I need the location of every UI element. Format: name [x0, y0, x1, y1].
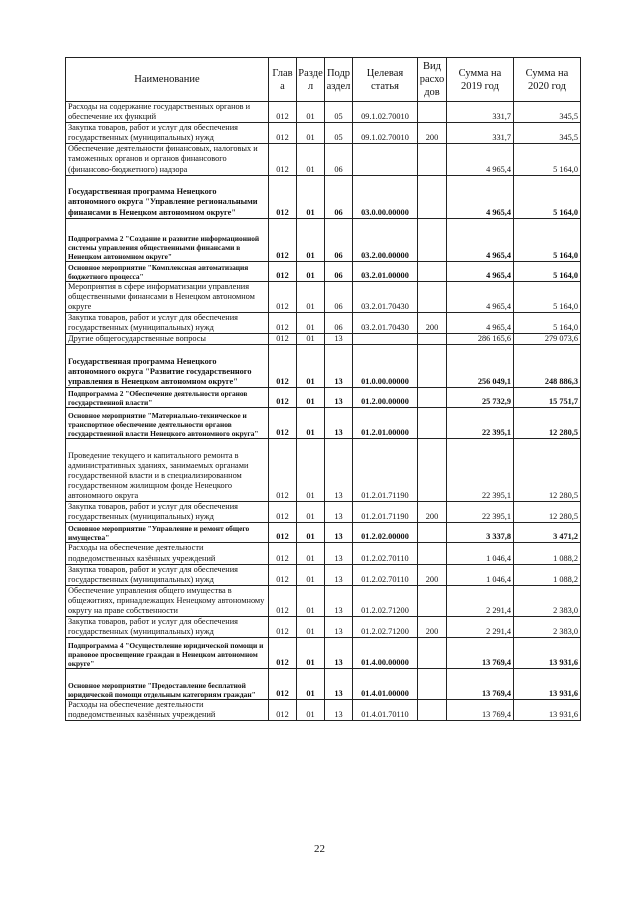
cell-name: Подпрограмма 2 "Создание и развитие информационной системы управления общественными финансами в Ненецком автономном округе": [66, 218, 269, 261]
cell-vr: [418, 281, 447, 312]
cell-pr: 06: [325, 218, 353, 261]
cell-name: Основное мероприятие "Материально-техническое и транспортное обеспечение деятельности органов государственной власти Ненецкого автономного округа": [66, 408, 269, 439]
page-number: 22: [314, 843, 325, 855]
cell-s2019: 13 769,4: [447, 700, 514, 721]
cell-name: Мероприятия в сфере информатизации управления общественными финансами в Ненецком автономном округе: [66, 281, 269, 312]
cell-gl: 012: [269, 669, 297, 700]
cell-s2019: 4 965,4: [447, 218, 514, 261]
cell-s2020: 5 164,0: [514, 144, 581, 175]
cell-cs: 01.2.02.70110: [353, 543, 418, 564]
cell-s2019: 13 769,4: [447, 638, 514, 669]
cell-rz: 01: [297, 564, 325, 585]
cell-s2020: 345,5: [514, 102, 581, 123]
cell-vr: [418, 388, 447, 408]
cell-gl: 012: [269, 408, 297, 439]
cell-name: Обеспечение деятельности финансовых, налоговых и таможенных органов и органов финансового (финансово-бюджетного) надзора: [66, 144, 269, 175]
cell-vr: [418, 669, 447, 700]
cell-rz: 01: [297, 543, 325, 564]
cell-name: Закупка товаров, работ и услуг для обеспечения государственных (муниципальных) нужд: [66, 502, 269, 523]
cell-pr: 06: [325, 312, 353, 333]
cell-gl: 012: [269, 123, 297, 144]
table-header-row: [66, 58, 581, 102]
budget-table: [65, 57, 581, 721]
cell-gl: 012: [269, 334, 297, 345]
cell-s2019: 25 732,9: [447, 388, 514, 408]
table-row: [66, 585, 581, 616]
cell-s2020: 12 280,5: [514, 502, 581, 523]
cell-pr: 13: [325, 564, 353, 585]
table-row: [66, 123, 581, 144]
cell-cs: 09.1.02.70010: [353, 102, 418, 123]
table-row: [66, 312, 581, 333]
cell-cs: 01.2.02.71200: [353, 617, 418, 638]
cell-vr: [418, 261, 447, 281]
table-row: [66, 700, 581, 721]
cell-name: Обеспечение управления общего имущества в общежитиях, принадлежащих Ненецкому автономному округу на праве собственности: [66, 585, 269, 616]
cell-name: Закупка товаров, работ и услуг для обеспечения государственных (муниципальных) нужд: [66, 312, 269, 333]
cell-cs: [353, 334, 418, 345]
cell-cs: 01.2.02.70110: [353, 564, 418, 585]
cell-cs: 09.1.02.70010: [353, 123, 418, 144]
cell-cs: 01.2.00.00000: [353, 388, 418, 408]
cell-vr: [418, 523, 447, 543]
table-row: [66, 502, 581, 523]
table-row: [66, 523, 581, 543]
cell-gl: 012: [269, 312, 297, 333]
table-row: [66, 218, 581, 261]
cell-cs: 01.2.01.71190: [353, 439, 418, 502]
cell-s2020: 15 751,7: [514, 388, 581, 408]
header-podrazdel: Подр аздел: [325, 58, 353, 102]
table-row: [66, 281, 581, 312]
cell-gl: 012: [269, 543, 297, 564]
table-row: [66, 638, 581, 669]
cell-s2019: 286 165,6: [447, 334, 514, 345]
table-row: [66, 617, 581, 638]
cell-rz: 01: [297, 700, 325, 721]
cell-s2019: 4 965,4: [447, 175, 514, 218]
cell-vr: 200: [418, 312, 447, 333]
cell-s2020: 248 886,3: [514, 345, 581, 388]
cell-s2020: 5 164,0: [514, 175, 581, 218]
cell-name: Подпрограмма 2 "Обеспечение деятельности органов государственной власти": [66, 388, 269, 408]
cell-rz: 01: [297, 345, 325, 388]
cell-pr: 06: [325, 261, 353, 281]
cell-cs: 01.2.01.71190: [353, 502, 418, 523]
cell-name: Закупка товаров, работ и услуг для обеспечения государственных (муниципальных) нужд: [66, 617, 269, 638]
cell-gl: 012: [269, 345, 297, 388]
cell-cs: 01.4.01.70110: [353, 700, 418, 721]
cell-pr: 13: [325, 700, 353, 721]
cell-vr: [418, 585, 447, 616]
table-row: [66, 669, 581, 700]
table-row: [66, 564, 581, 585]
cell-cs: 01.2.01.00000: [353, 408, 418, 439]
cell-pr: 13: [325, 617, 353, 638]
cell-gl: 012: [269, 388, 297, 408]
table-row: [66, 439, 581, 502]
cell-cs: 03.2.01.00000: [353, 261, 418, 281]
table-row: [66, 334, 581, 345]
cell-s2020: 12 280,5: [514, 439, 581, 502]
table-row: [66, 102, 581, 123]
table-row: [66, 261, 581, 281]
cell-vr: 200: [418, 123, 447, 144]
cell-pr: 13: [325, 388, 353, 408]
cell-rz: 01: [297, 281, 325, 312]
cell-s2019: 331,7: [447, 123, 514, 144]
cell-s2020: 5 164,0: [514, 312, 581, 333]
cell-s2019: 22 395,1: [447, 439, 514, 502]
cell-s2019: 256 049,1: [447, 345, 514, 388]
cell-gl: 012: [269, 175, 297, 218]
cell-s2019: 331,7: [447, 102, 514, 123]
cell-rz: 01: [297, 123, 325, 144]
cell-gl: 012: [269, 700, 297, 721]
cell-s2019: 4 965,4: [447, 261, 514, 281]
cell-name: Расходы на содержание государственных органов и обеспечение их функций: [66, 102, 269, 123]
cell-s2020: 345,5: [514, 123, 581, 144]
cell-rz: 01: [297, 102, 325, 123]
header-razdel: Разде л: [297, 58, 325, 102]
cell-cs: 03.2.01.70430: [353, 312, 418, 333]
cell-gl: 012: [269, 218, 297, 261]
cell-s2019: 1 046,4: [447, 543, 514, 564]
cell-s2020: 5 164,0: [514, 218, 581, 261]
header-expense-type: Вид расхо дов: [418, 58, 447, 102]
cell-s2020: 2 383,0: [514, 617, 581, 638]
cell-vr: [418, 543, 447, 564]
cell-s2020: 13 931,6: [514, 638, 581, 669]
cell-vr: 200: [418, 564, 447, 585]
cell-cs: 01.4.00.00000: [353, 638, 418, 669]
cell-name: Расходы на обеспечение деятельности подведомственных казённых учреждений: [66, 700, 269, 721]
cell-pr: 13: [325, 502, 353, 523]
cell-cs: 01.4.01.00000: [353, 669, 418, 700]
cell-cs: 03.2.00.00000: [353, 218, 418, 261]
table-body: [66, 102, 581, 721]
cell-cs: 01.2.02.71200: [353, 585, 418, 616]
table-row: [66, 388, 581, 408]
cell-s2020: 13 931,6: [514, 669, 581, 700]
cell-vr: [418, 345, 447, 388]
cell-rz: 01: [297, 638, 325, 669]
cell-vr: [418, 439, 447, 502]
cell-s2020: 5 164,0: [514, 281, 581, 312]
cell-rz: 01: [297, 334, 325, 345]
cell-s2019: 4 965,4: [447, 144, 514, 175]
table-row: [66, 408, 581, 439]
cell-s2019: 1 046,4: [447, 564, 514, 585]
cell-name: Проведение текущего и капитального ремонта в административных зданиях, занимаемых органами государственной власти и в специализированном государственном жилищном фонде Ненецкого автономного округа: [66, 439, 269, 502]
cell-vr: [418, 334, 447, 345]
cell-pr: 13: [325, 585, 353, 616]
cell-rz: 01: [297, 669, 325, 700]
cell-vr: 200: [418, 502, 447, 523]
cell-pr: 13: [325, 669, 353, 700]
cell-s2019: 4 965,4: [447, 312, 514, 333]
cell-s2020: 5 164,0: [514, 261, 581, 281]
cell-rz: 01: [297, 502, 325, 523]
cell-s2019: 2 291,4: [447, 617, 514, 638]
cell-pr: 06: [325, 175, 353, 218]
cell-gl: 012: [269, 585, 297, 616]
cell-rz: 01: [297, 617, 325, 638]
cell-gl: 012: [269, 617, 297, 638]
cell-s2020: 12 280,5: [514, 408, 581, 439]
cell-s2020: 3 471,2: [514, 523, 581, 543]
table-row: [66, 144, 581, 175]
cell-rz: 01: [297, 388, 325, 408]
cell-vr: 200: [418, 617, 447, 638]
cell-s2020: 2 383,0: [514, 585, 581, 616]
header-glava: Глав а: [269, 58, 297, 102]
cell-gl: 012: [269, 502, 297, 523]
cell-s2019: 13 769,4: [447, 669, 514, 700]
cell-pr: 05: [325, 123, 353, 144]
cell-pr: 05: [325, 102, 353, 123]
header-sum-2020: Сумма на 2020 год: [514, 58, 581, 102]
cell-name: Основное мероприятие "Управление и ремонт общего имущества": [66, 523, 269, 543]
cell-rz: 01: [297, 585, 325, 616]
cell-vr: [418, 102, 447, 123]
cell-gl: 012: [269, 261, 297, 281]
cell-pr: 06: [325, 144, 353, 175]
cell-pr: 13: [325, 543, 353, 564]
cell-s2019: 22 395,1: [447, 408, 514, 439]
cell-rz: 01: [297, 144, 325, 175]
cell-pr: 13: [325, 439, 353, 502]
cell-rz: 01: [297, 261, 325, 281]
table-row: [66, 175, 581, 218]
table-row: [66, 345, 581, 388]
cell-pr: 13: [325, 334, 353, 345]
cell-name: Закупка товаров, работ и услуг для обеспечения государственных (муниципальных) нужд: [66, 564, 269, 585]
cell-gl: 012: [269, 439, 297, 502]
cell-cs: 03.2.01.70430: [353, 281, 418, 312]
cell-cs: [353, 144, 418, 175]
cell-gl: 012: [269, 523, 297, 543]
cell-name: Другие общегосударственные вопросы: [66, 334, 269, 345]
cell-s2020: 1 088,2: [514, 564, 581, 585]
cell-name: Государственная программа Ненецкого автономного округа "Развитие государственного управления в Ненецком автономном округе": [66, 345, 269, 388]
cell-pr: 13: [325, 638, 353, 669]
cell-rz: 01: [297, 312, 325, 333]
header-name: Наименование: [66, 58, 269, 102]
cell-vr: [418, 638, 447, 669]
cell-vr: [418, 218, 447, 261]
cell-s2020: 13 931,6: [514, 700, 581, 721]
cell-gl: 012: [269, 144, 297, 175]
cell-name: Основное мероприятие "Предоставление бесплатной юридической помощи отдельным категориям граждан": [66, 669, 269, 700]
table-row: [66, 543, 581, 564]
cell-rz: 01: [297, 218, 325, 261]
cell-gl: 012: [269, 281, 297, 312]
header-sum-2019: Сумма на 2019 год: [447, 58, 514, 102]
cell-rz: 01: [297, 408, 325, 439]
cell-rz: 01: [297, 523, 325, 543]
cell-cs: 01.0.00.00000: [353, 345, 418, 388]
cell-name: Расходы на обеспечение деятельности подведомственных казённых учреждений: [66, 543, 269, 564]
cell-name: Подпрограмма 4 "Осуществление юридической помощи и правовое просвещение граждан в Ненецком автономном округе": [66, 638, 269, 669]
cell-vr: [418, 700, 447, 721]
cell-name: Основное мероприятие "Комплексная автоматизация бюджетного процесса": [66, 261, 269, 281]
cell-rz: 01: [297, 175, 325, 218]
cell-name: Закупка товаров, работ и услуг для обеспечения государственных (муниципальных) нужд: [66, 123, 269, 144]
cell-pr: 06: [325, 281, 353, 312]
cell-gl: 012: [269, 638, 297, 669]
cell-s2019: 3 337,8: [447, 523, 514, 543]
cell-s2019: 22 395,1: [447, 502, 514, 523]
cell-vr: [418, 175, 447, 218]
cell-vr: [418, 144, 447, 175]
cell-gl: 012: [269, 102, 297, 123]
cell-cs: 03.0.00.00000: [353, 175, 418, 218]
cell-pr: 13: [325, 523, 353, 543]
cell-s2019: 4 965,4: [447, 281, 514, 312]
cell-gl: 012: [269, 564, 297, 585]
header-target-article: Целевая статья: [353, 58, 418, 102]
cell-cs: 01.2.02.00000: [353, 523, 418, 543]
cell-s2019: 2 291,4: [447, 585, 514, 616]
cell-name: Государственная программа Ненецкого автономного округа "Управление региональными финансами в Ненецком автономном округе": [66, 175, 269, 218]
cell-vr: [418, 408, 447, 439]
cell-rz: 01: [297, 439, 325, 502]
cell-pr: 13: [325, 345, 353, 388]
cell-s2020: 279 073,6: [514, 334, 581, 345]
cell-pr: 13: [325, 408, 353, 439]
cell-s2020: 1 088,2: [514, 543, 581, 564]
